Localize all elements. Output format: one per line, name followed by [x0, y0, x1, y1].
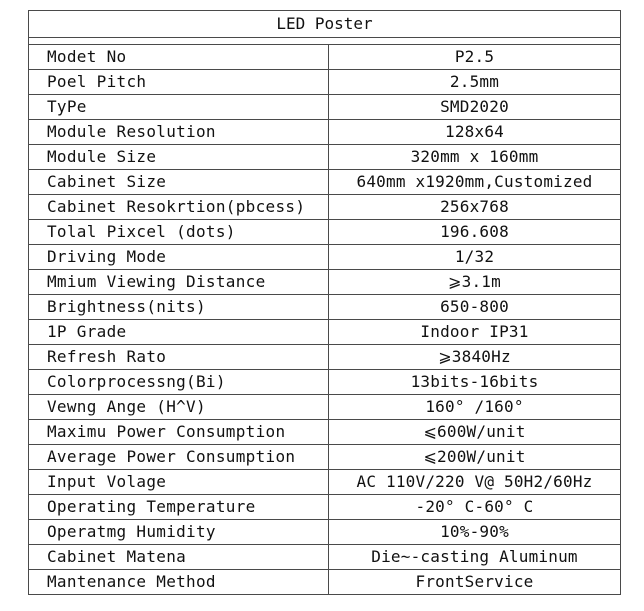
spec-label: Poel Pitch [29, 70, 329, 95]
spec-value: 1/32 [329, 245, 621, 270]
table-row [29, 195, 621, 220]
table-row [29, 420, 621, 445]
table-row [29, 245, 621, 270]
spec-value: Die~-casting Aluminum [329, 545, 621, 570]
spec-value: 196.608 [329, 220, 621, 245]
table-row [29, 145, 621, 170]
spec-value: 2.5mm [329, 70, 621, 95]
table-row [29, 570, 621, 595]
spec-value: 650-800 [329, 295, 621, 320]
spec-label: Mmium Viewing Distance [29, 270, 329, 295]
spec-label: Maximu Power Consumption [29, 420, 329, 445]
spec-label: Tolal Pixcel (dots) [29, 220, 329, 245]
spec-value: 256x768 [329, 195, 621, 220]
spec-label: Cabinet Size [29, 170, 329, 195]
spec-value: ⩽200W/unit [329, 445, 621, 470]
table-row [29, 270, 621, 295]
spec-sheet [28, 10, 620, 595]
spec-value: ⩽600W/unit [329, 420, 621, 445]
spec-value: SMD2020 [329, 95, 621, 120]
table-row [29, 470, 621, 495]
table-row [29, 395, 621, 420]
spec-label: TyPe [29, 95, 329, 120]
spec-value: ⩾3840Hz [329, 345, 621, 370]
spec-value: 160° /160° [329, 395, 621, 420]
table-row [29, 170, 621, 195]
spec-value: P2.5 [329, 45, 621, 70]
spec-label: Cabinet Resokrtion(pbcess) [29, 195, 329, 220]
table-row [29, 45, 621, 70]
spec-label: Operatmg Humidity [29, 520, 329, 545]
table-row [29, 120, 621, 145]
spec-label: Module Resolution [29, 120, 329, 145]
table-row [29, 320, 621, 345]
spec-value: 640mm x1920mm,Customized [329, 170, 621, 195]
spec-label: Average Power Consumption [29, 445, 329, 470]
table-title: LED Poster [29, 11, 621, 38]
table-row [29, 70, 621, 95]
spec-label: Cabinet Matena [29, 545, 329, 570]
spec-label: Operating Temperature [29, 495, 329, 520]
table-row [29, 95, 621, 120]
spec-value: Indoor IP31 [329, 320, 621, 345]
spec-label: Refresh Rato [29, 345, 329, 370]
table-row [29, 220, 621, 245]
table-row [29, 345, 621, 370]
spec-label: 1P Grade [29, 320, 329, 345]
table-row [29, 520, 621, 545]
spec-value: FrontService [329, 570, 621, 595]
spec-label: Brightness(nits) [29, 295, 329, 320]
spec-label: Mantenance Method [29, 570, 329, 595]
table-row [29, 445, 621, 470]
spec-label: Input Volage [29, 470, 329, 495]
spec-value: 128x64 [329, 120, 621, 145]
spec-table [28, 10, 621, 595]
spec-value: AC 110V/220 V@ 50H2/60Hz [329, 470, 621, 495]
spec-label: Vewng Ange (H^V) [29, 395, 329, 420]
spec-value: ⩾3.1m [329, 270, 621, 295]
table-row [29, 295, 621, 320]
spec-label: Module Size [29, 145, 329, 170]
table-title-row [29, 11, 621, 38]
table-row [29, 370, 621, 395]
spec-value: -20° C-60° C [329, 495, 621, 520]
spec-label: Driving Mode [29, 245, 329, 270]
table-row [29, 545, 621, 570]
table-row [29, 495, 621, 520]
spec-value: 10%-90% [329, 520, 621, 545]
spec-label: Colorprocessng(Bi) [29, 370, 329, 395]
spec-value: 320mm x 160mm [329, 145, 621, 170]
spec-value: 13bits-16bits [329, 370, 621, 395]
title-spacer [29, 38, 621, 45]
spec-label: Modet No [29, 45, 329, 70]
